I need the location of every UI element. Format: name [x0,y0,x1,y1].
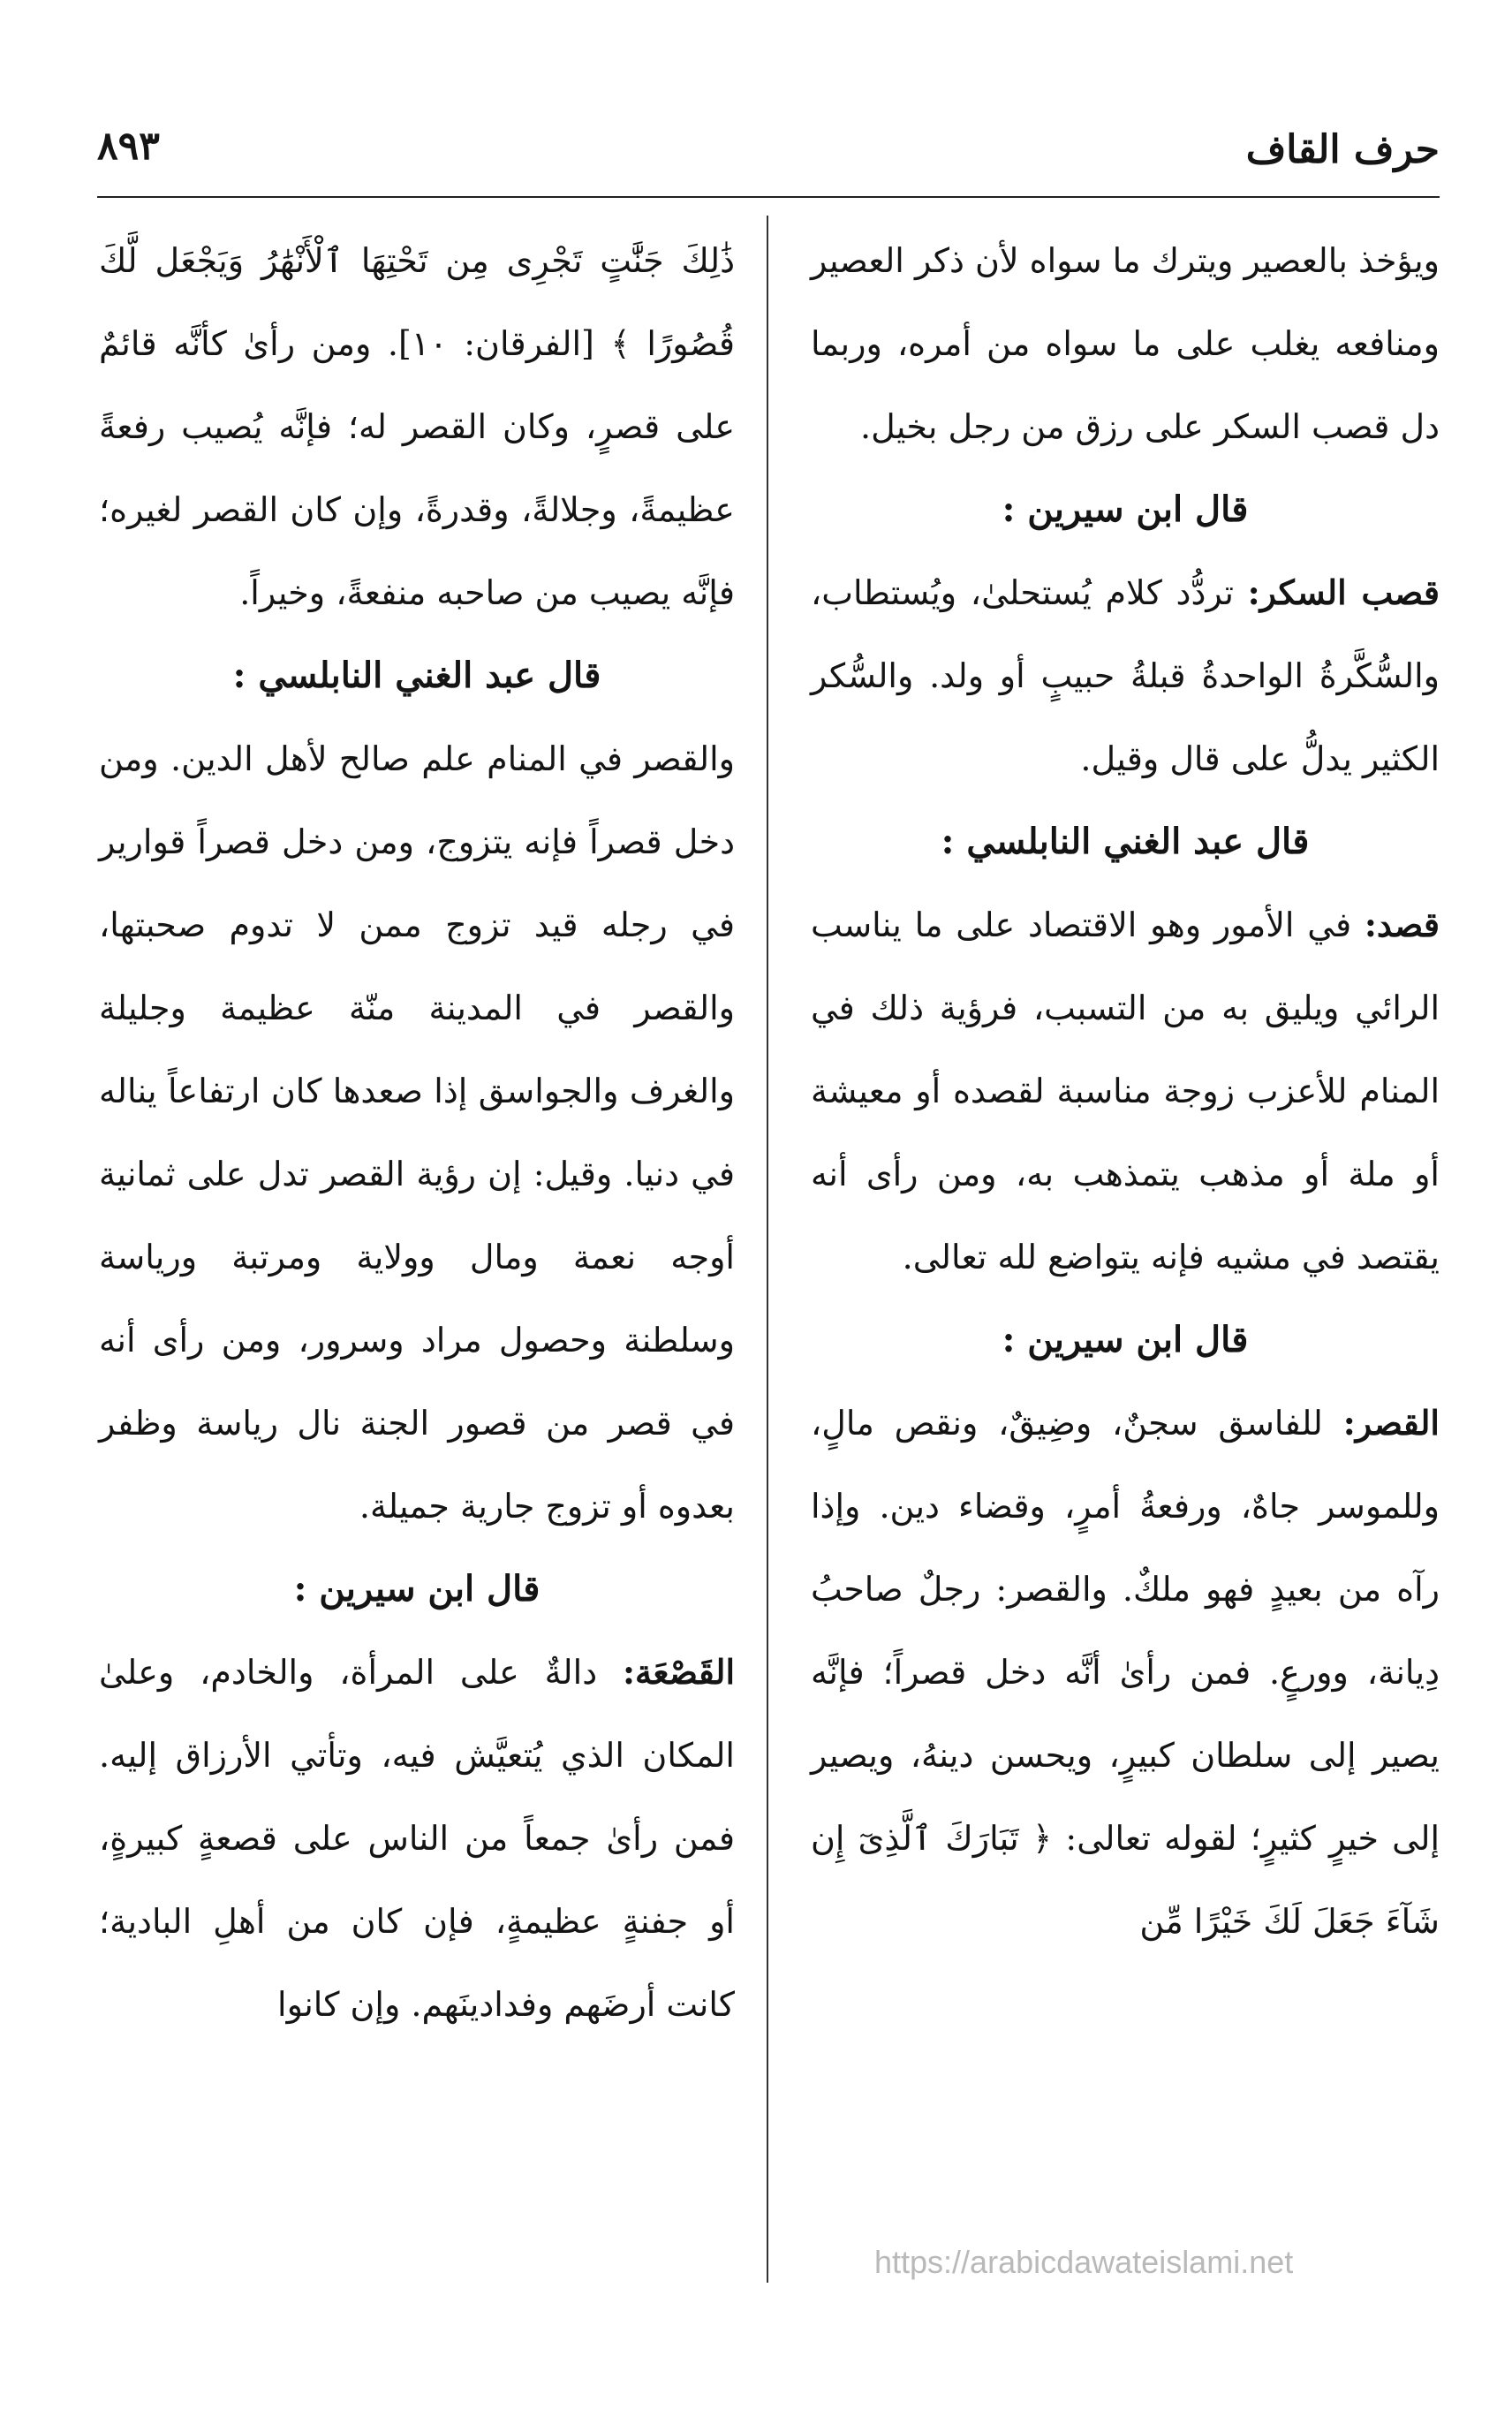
entry-text: دالةٌ على المرأة، والخادم، وعلىٰ المكان الذي يُتعيَّش فيه، وتأتي الأرزاق إليه. فمن رأىٰ جمعاً من الناس على قصعةٍ كبيرةٍ، أو جفنةٍ عظيمةٍ، فإن كان من أهلِ البادية؛ كانت أرضَهم وفدادينَهم. وإن كانوا [99,1653,735,2024]
paragraph: ويؤخذ بالعصير ويترك ما سواه لأن ذكر العصير ومنافعه يغلب على ما سواه من أمره، وربما دل قصب السكر على رزق من رجل بخيل. [811,241,1440,446]
entry-term: قصب السكر: [1247,572,1440,612]
paragraph [811,883,1440,1299]
entry-text: تردُّد كلام يُستحلىٰ، ويُستطاب، والسُّكَّرةُ الواحدةُ قبلةُ حبيبٍ أو ولد. والسُّكر الكثير يدلُّ على قال وقيل. [811,573,1440,778]
quran-verse: ﴿ تَبَارَكَ ٱلَّذِىٓ إِن شَآءَ جَعَلَ لَكَ خَيْرًا مِّن [811,1819,1440,1941]
page-number: ٨٩٣ [97,124,160,169]
watermark-url: https://arabicdawateislami.net [874,2244,1294,2280]
paragraph: والقصر في المنام علم صالح لأهل الدين. ومن دخل قصراً فإنه يتزوج، ومن دخل قصراً قوارير في رجله قيد تزوج ممن لا تدوم صحبتها، والقصر في المدينة منّة عظيمة وجليلة والغرف والجواسق إذا صعدها كان ارتفاعاً يناله في دنيا. وقيل: إن رؤية القصر تدل على ثمانية أوجه نعمة ومال وولاية ومرتبة ورياسة وسلطنة وحصول مراد وسرور، ومن رأى أنه في قصر من قصور الجنة نال رياسة وظفر بعدوه أو تزوج جارية جميلة. [99,739,735,1526]
page-header [97,120,1440,201]
paragraph [811,551,1440,800]
chapter-title: حرف القاف [1245,127,1440,172]
paragraph [811,1382,1440,1963]
paragraph [99,1631,735,2046]
section-heading: قال عبد الغني النابلسي : [941,821,1310,862]
left-column [99,219,735,2046]
column-divider [767,216,768,2283]
quran-reference: [الفرقان: ١٠]. [387,324,611,363]
entry-term: القصر: [1342,1403,1440,1443]
section-heading: قال عبد الغني النابلسي : [232,655,601,696]
paragraph [99,219,735,634]
entry-text: للفاسق سجنٌ، وضِيقٌ، ونقص مالٍ، وللموسر جاهٌ، ورفعةُ أمرٍ، وقضاء دين. وإذا رآه من بعيدٍ فهو ملكٌ. والقصر: رجلٌ صاحبُ دِيانة، وورعٍ. فمن رأىٰ أنَّه دخل قصراً؛ فإنَّه يصير إلى سلطان كبيرٍ، ويحسن دينهُ، ويصير إلى خيرٍ كثيرٍ؛ لقوله تعالى: [811,1404,1440,1858]
entry-text: ومن رأىٰ كأنَّه قائمٌ على قصرٍ، وكان القصر له؛ فإنَّه يُصيب رفعةً عظيمةً، وجلالةً، وقدرةً، وإن كان القصر لغيره؛ فإنَّه يصيب من صاحبه منفعةً، وخيراً. [99,324,735,612]
entry-text: في الأمور وهو الاقتصاد على ما يناسب الرائي ويليق به من التسبب، فرؤية ذلك في المنام للأعزب زوجة مناسبة لقصده أو معيشة أو ملة أو مذهب يتمذهب به، ومن رأى أنه يقتصد في مشيه فإنه يتواضع لله تعالى. [811,905,1440,1276]
section-heading: قال ابن سيرين : [1002,489,1249,530]
entry-term: القَصْعَة: [622,1652,735,1692]
entry-term: قصد: [1364,905,1440,944]
header-rule [97,196,1440,198]
section-heading: قال ابن سيرين : [1002,1319,1249,1360]
section-heading: قال ابن سيرين : [293,1568,541,1610]
quran-verse: ذَٰلِكَ جَنَّٰتٍ تَجْرِى مِن تَحْتِهَا ٱلْأَنْهَٰرُ وَيَجْعَل لَّكَ قُصُورًا ﴾ [99,241,735,363]
right-column [811,219,1440,1963]
